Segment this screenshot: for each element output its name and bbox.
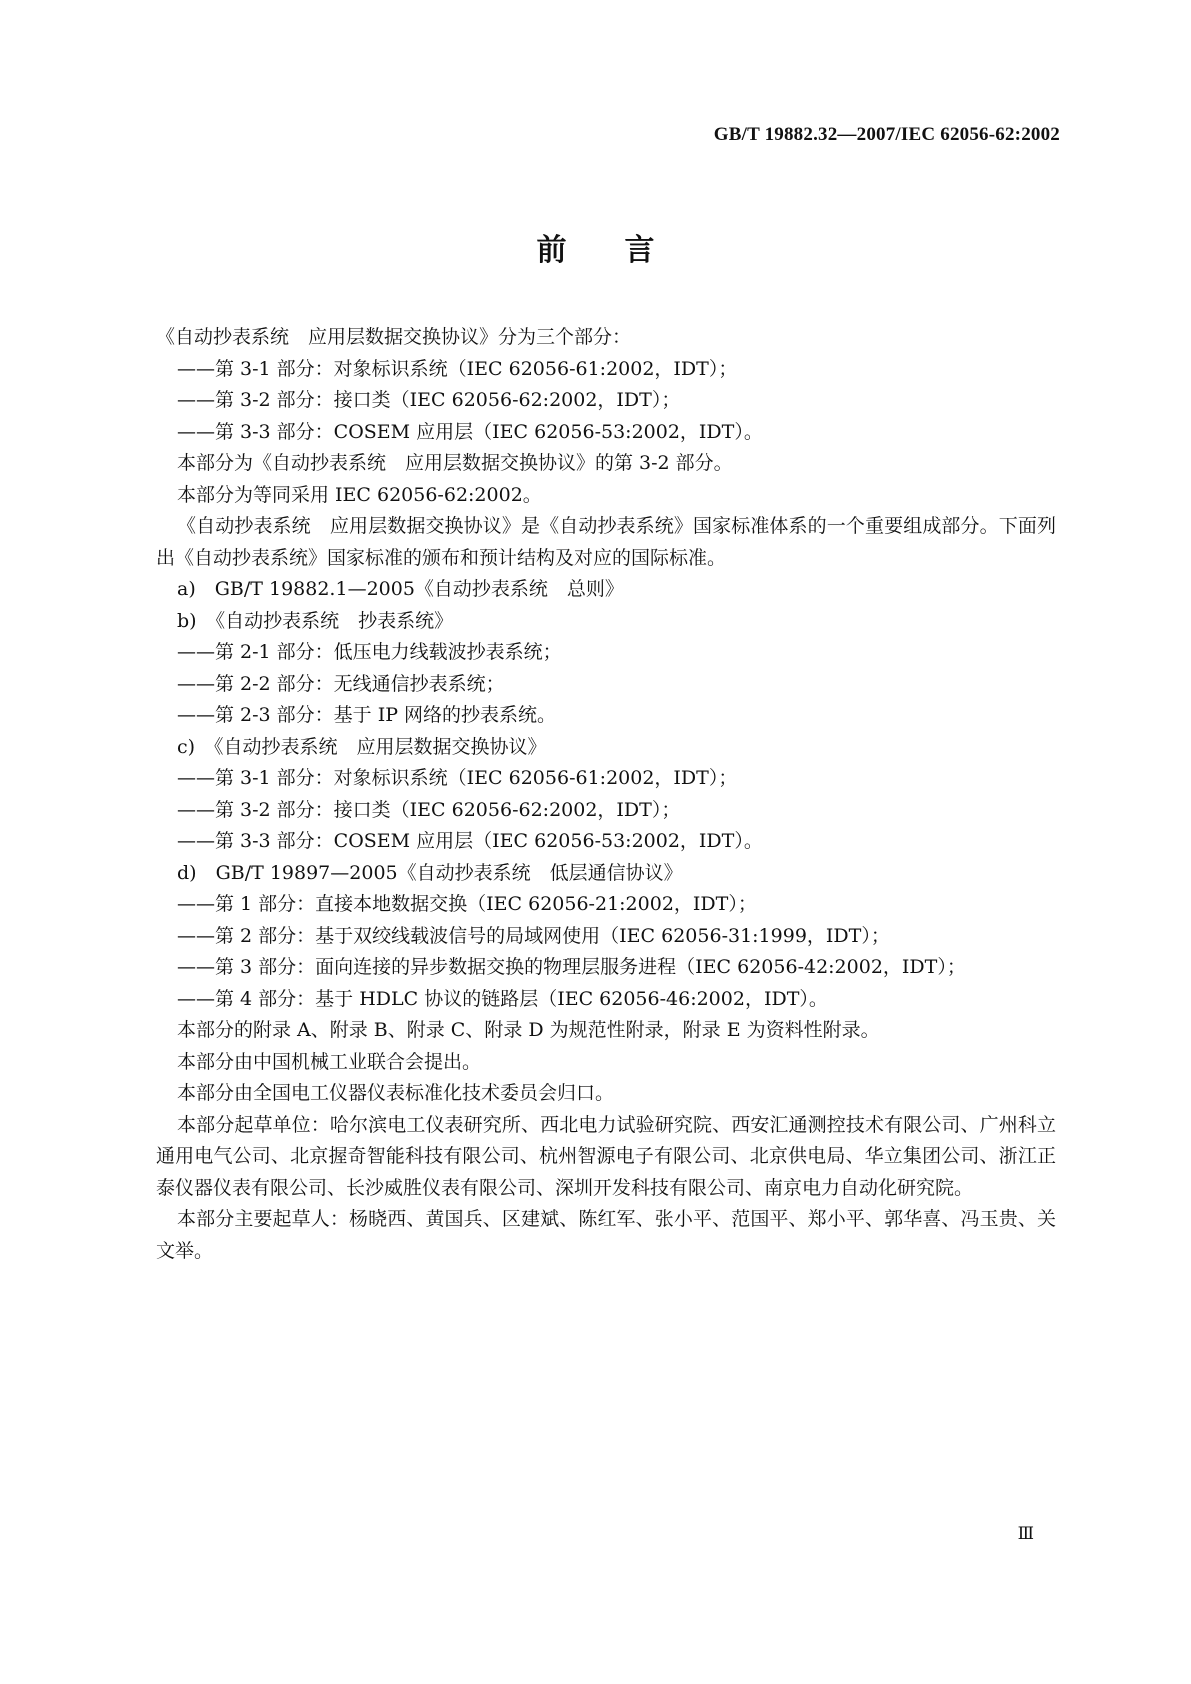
standard-number: GB/T 19882.32—2007/IEC 62056-62:2002 (713, 124, 1060, 145)
annex-line: 本部分的附录 A、附录 B、附录 C、附录 D 为规范性附录，附录 E 为资料性附录。 (177, 1019, 880, 1041)
part-list-item: ——第 3-2 部分：接口类（IEC 62056-62:2002，IDT）； (177, 798, 681, 821)
part-list-item: ——第 3-1 部分：对象标识系统（IEC 62056-61:2002，IDT）； (177, 357, 738, 380)
page-title: 前言 (536, 233, 713, 268)
structure-paragraph: 《自动抄表系统 应用层数据交换协议》是《自动抄表系统》国家标准体系的一个重要组成部分。下面列出《自动抄表系统》国家标准的颁布和预计结构及对应的国际标准。 (156, 515, 1056, 569)
committee-line: 本部分由全国电工仪器仪表标准化技术委员会归口。 (177, 1082, 615, 1104)
part-list-item: ——第 3-2 部分：接口类（IEC 62056-62:2002，IDT）； (177, 389, 681, 411)
part-list-item: ——第 4 部分：基于 HDLC 协议的链路层（IEC 62056-46:2002，IDT）。 (177, 987, 828, 1010)
part-list-item: ——第 3-3 部分：COSEM 应用层（IEC 62056-53:2002，IDT）。 (177, 420, 763, 443)
part-list-item: ——第 2-3 部分：基于 IP 网络的抄表系统。 (177, 704, 557, 726)
part-list-item: ——第 2-1 部分：低压电力线载波抄表系统； (177, 641, 562, 663)
standard-list-item: a) GB/T 19882.1—2005《自动抄表系统 总则》 (177, 578, 624, 600)
part-list-item: ——第 1 部分：直接本地数据交换（IEC 62056-21:2002，IDT）； (177, 893, 757, 915)
proposer-line: 本部分由中国机械工业联合会提出。 (177, 1050, 482, 1073)
drafting-units-paragraph: 本部分起草单位：哈尔滨电工仪表研究所、西北电力试验研究院、西安汇通测控技术有限公司、广州科立通用电气公司、北京握奇智能科技有限公司、杭州智源电子有限公司、北京供电局、华立集团公司、浙江正泰仪器仪表有限公司、长沙威胜仪表有限公司、深圳开发科技有限公司、南京电力自动化研究院。 (156, 1113, 1056, 1199)
standard-list-item: b) 《自动抄表系统 抄表系统》 (177, 609, 454, 632)
part-list-item: ——第 2-2 部分：无线通信抄表系统； (177, 672, 505, 695)
part-list-item: ——第 3 部分：面向连接的异步数据交换的物理层服务进程（IEC 62056-42:2002，IDT）； (177, 956, 966, 978)
standard-list-item: d) GB/T 19897—2005《自动抄表系统 低层通信协议》 (177, 861, 683, 884)
part-list-item: ——第 3-1 部分：对象标识系统（IEC 62056-61:2002，IDT）； (177, 767, 738, 789)
page-number: Ⅲ (1017, 1524, 1034, 1543)
foreword-body (156, 322, 1056, 1267)
part-list-item: ——第 2 部分：基于双绞线载波信号的局域网使用（IEC 62056-31:1999，IDT）； (177, 924, 890, 947)
part-list-item: ——第 3-3 部分：COSEM 应用层（IEC 62056-53:2002，IDT）。 (177, 830, 763, 852)
adoption-line: 本部分为等同采用 IEC 62056-62:2002。 (177, 483, 542, 506)
intro-line: 《自动抄表系统 应用层数据交换协议》分为三个部分： (156, 326, 632, 348)
scope-line: 本部分为《自动抄表系统 应用层数据交换协议》的第 3-2 部分。 (177, 452, 733, 474)
standard-list-item: c) 《自动抄表系统 应用层数据交换协议》 (177, 735, 547, 758)
drafters-paragraph: 本部分主要起草人：杨晓西、黄国兵、区建斌、陈红军、张小平、范国平、郑小平、郭华喜、冯玉贵、关文举。 (156, 1208, 1056, 1262)
